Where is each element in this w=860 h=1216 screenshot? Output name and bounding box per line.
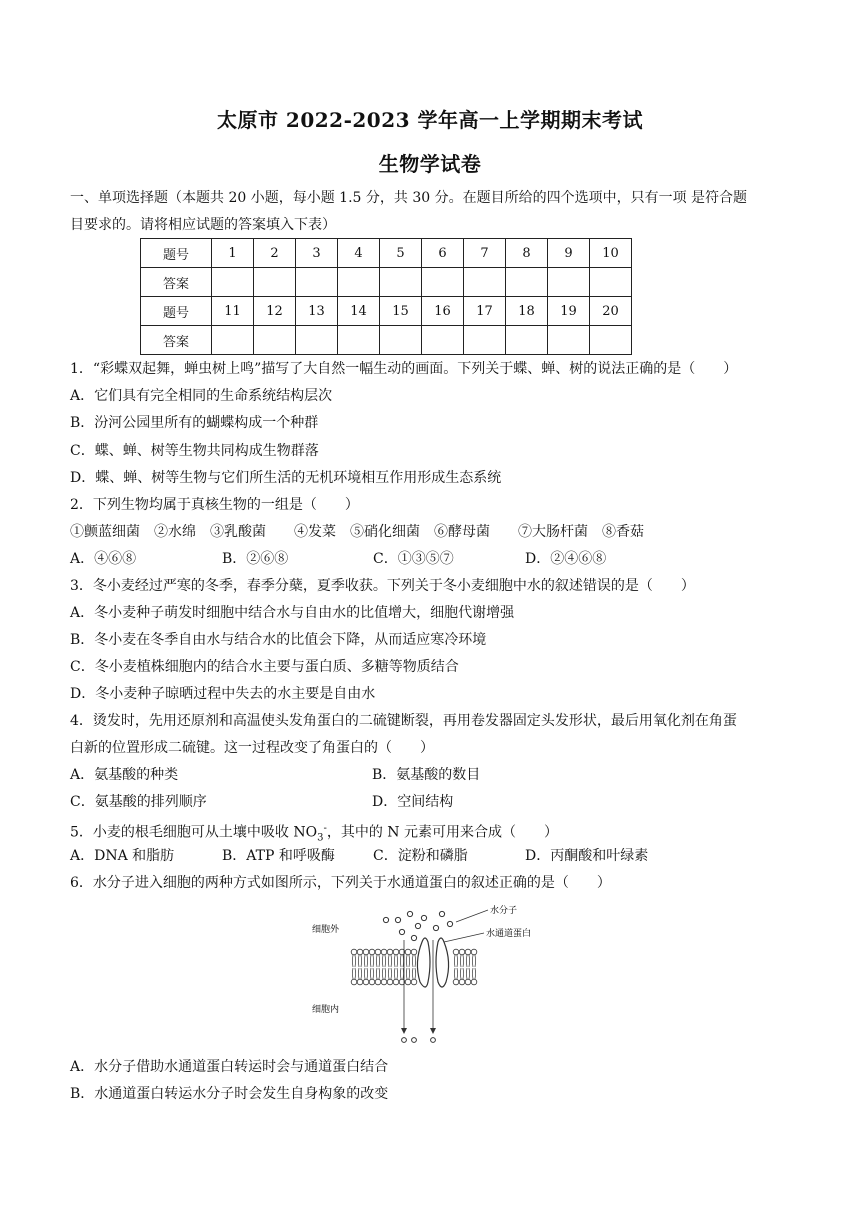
question-number-cell: 2 [254,239,296,268]
label-outside: 细胞外 [312,924,340,934]
lipid-head [375,979,381,985]
lipid-tail [359,968,362,979]
lipid-tail [461,968,464,979]
lipid-head [453,949,459,955]
lipid-head [459,949,465,955]
lipid-tail [455,955,458,967]
exam-title: 太原市 2022-2023 学年高一上学期期末考试 [216,108,644,132]
lipid-head [387,949,393,955]
q5-stem-post: ，其中的 N 元素可用来合成（ ） [326,824,559,841]
lipid-head [351,979,357,985]
q5-option-a: A．DNA 和脂肪 [70,848,175,864]
answer-cell[interactable] [212,326,254,355]
question-number-cell: 12 [254,297,296,326]
lipid-tail [407,955,410,967]
lipid-tail [377,968,380,979]
answer-cell[interactable] [380,268,422,297]
table-row [141,297,632,326]
lipid-tail [413,955,416,967]
lipid-head [381,949,387,955]
q6-option-a: A．水分子借助水通道蛋白转运时会与通道蛋白结合 [70,1059,389,1075]
table-row [141,268,632,297]
answer-cell[interactable] [254,268,296,297]
lipid-tail [365,955,368,967]
question-number-cell: 9 [548,239,590,268]
q5-stem [70,820,800,847]
question-number-cell: 17 [464,297,506,326]
lipid-tail [401,955,404,967]
table-row [141,239,632,268]
row-label-number: 题号 [141,239,212,268]
lipid-tail [455,968,458,979]
question-number-cell: 20 [590,297,632,326]
q3-option-c: C．冬小麦植株细胞内的结合水主要与蛋白质、多糖等物质结合 [70,659,459,675]
lipid-tail [461,955,464,967]
answer-cell[interactable] [296,326,338,355]
answer-cell[interactable] [422,326,464,355]
lipid-head [369,979,375,985]
lipid-head [405,949,411,955]
lipid-head [411,949,417,955]
question-number-cell: 7 [464,239,506,268]
lipid-head [453,979,459,985]
lipid-head [363,979,369,985]
q6-stem: 6．水分子进入细胞的两种方式如图所示，下列关于水通道蛋白的叙述正确的是（ ） [70,875,611,891]
label-water-molecule: 水分子 [490,905,518,915]
q4-option-a: A．氨基酸的种类 [70,767,179,783]
answer-table [140,238,632,355]
lipid-head [393,979,399,985]
lipid-tail [395,968,398,979]
lipid-head [351,949,357,955]
answer-cell[interactable] [590,268,632,297]
lipid-tail [407,968,410,979]
q4-option-b: B．氨基酸的数目 [372,767,481,783]
q5-option-d: D．丙酮酸和叶绿素 [525,848,649,864]
lipid-tail [371,955,374,967]
lipid-tail [377,955,380,967]
lipid-head [393,949,399,955]
lipid-head [471,949,477,955]
question-number-cell: 1 [212,239,254,268]
q3-option-a: A．冬小麦种子萌发时细胞中结合水与自由水的比值增大，细胞代谢增强 [70,605,515,621]
label-inside: 细胞内 [312,1004,340,1014]
lipid-tail [353,955,356,967]
lipid-tail [395,955,398,967]
question-number-cell: 14 [338,297,380,326]
row-label-answer: 答案 [141,268,212,297]
section-intro-line-1: 一、单项选择题（本题共 20 小题，每小题 1.5 分，共 30 分。在题目所给的四个选项中，只有一项 是符合题 [70,190,748,206]
q6-option-b: B．水通道蛋白转运水分子时会发生自身构象的改变 [70,1086,389,1102]
answer-cell[interactable] [590,326,632,355]
answer-cell[interactable] [338,268,380,297]
lipid-head [411,979,417,985]
lipid-head [381,979,387,985]
q3-option-b: B．冬小麦在冬季自由水与结合水的比值会下降，从而适应寒冷环境 [70,632,487,648]
lipid-tail [467,968,470,979]
q5-option-b: B．ATP 和呼吸酶 [222,848,335,864]
answer-cell[interactable] [338,326,380,355]
q1-option-b: B．汾河公园里所有的蝴蝶构成一个种群 [70,415,319,431]
lipid-tail [353,968,356,979]
lipid-tail [365,968,368,979]
answer-cell[interactable] [296,268,338,297]
lipid-head [459,979,465,985]
q4-option-c: C．氨基酸的排列顺序 [70,794,207,810]
row-label-number: 题号 [141,297,212,326]
lipid-tail [389,968,392,979]
answer-cell[interactable] [254,326,296,355]
q5-stem-subscript: 3 [317,832,324,844]
lipid-tail [413,968,416,979]
lipid-tail [383,955,386,967]
lipid-head [363,949,369,955]
lipid-head [465,949,471,955]
membrane-diagram [310,900,560,1050]
q2-option-b: B．②⑥⑧ [222,551,289,567]
question-number-cell: 4 [338,239,380,268]
q2-items: ①颤蓝细菌 ②水绵 ③乳酸菌 ④发菜 ⑤硝化细菌 ⑥酵母菌 ⑦大肠杆菌 ⑧香菇 [70,524,644,540]
q2-option-c: C．①③⑤⑦ [373,551,454,567]
q3-stem: 3．冬小麦经过严寒的冬季，春季分蘖，夏季收获。下列关于冬小麦细胞中水的叙述错误的是（ ） [70,578,695,594]
pointer-channel [444,933,484,942]
lipid-tail [467,955,470,967]
question-number-cell: 13 [296,297,338,326]
question-number-cell: 8 [506,239,548,268]
pointer-water [456,910,488,922]
table-row [141,326,632,355]
q5-stem-superscript: - [323,823,327,834]
question-number-cell: 16 [422,297,464,326]
lipid-head [405,979,411,985]
q2-option-a: A．④⑥⑧ [70,551,137,567]
question-number-cell: 18 [506,297,548,326]
question-number-cell: 5 [380,239,422,268]
answer-cell[interactable] [464,326,506,355]
q1-option-c: C．蝶、蝉、树等生物共同构成生物群落 [70,443,319,459]
lipid-head [375,949,381,955]
question-number-cell: 15 [380,297,422,326]
exam-subtitle: 生物学试卷 [378,152,482,176]
lipid-head [357,979,363,985]
row-label-answer: 答案 [141,326,212,355]
q4-stem-line-1: 4．烫发时，先用还原剂和高温使头发角蛋白的二硫键断裂，再用卷发器固定头发形状，最后用氧化剂在角蛋 [70,713,737,729]
q1-option-a: A．它们具有完全相同的生命系统结构层次 [70,388,333,404]
q2-option-d: D．②④⑥⑧ [525,551,607,567]
question-number-cell: 6 [422,239,464,268]
q3-option-d: D．冬小麦种子晾晒过程中失去的水主要是自由水 [70,686,376,702]
answer-cell[interactable] [548,268,590,297]
lipid-molecules [351,949,477,985]
q1-stem: 1．“彩蝶双起舞，蝉虫树上鸣”描写了大自然一幅生动的画面。下列关于蝶、蝉、树的说法正确的是（ ） [70,361,738,377]
lipid-tail [359,955,362,967]
lipid-head [357,949,363,955]
lipid-head [471,979,477,985]
lipid-tail [401,968,404,979]
lipid-tail [473,955,476,967]
q1-option-d: D．蝶、蝉、树等生物与它们所生活的无机环境相互作用形成生态系统 [70,470,502,486]
water-molecules-outside [383,911,452,940]
question-number-cell: 10 [590,239,632,268]
answer-cell[interactable] [212,268,254,297]
question-number-cell: 11 [212,297,254,326]
answer-cell[interactable] [464,268,506,297]
lipid-head [465,979,471,985]
label-water-channel: 水通道蛋白 [486,928,532,938]
lipid-head [369,949,375,955]
answer-cell[interactable] [422,268,464,297]
lipid-head [387,979,393,985]
q5-stem-pre: 5．小麦的根毛细胞可从土壤中吸收 NO [70,824,318,841]
answer-cell[interactable] [506,326,548,355]
answer-cell[interactable] [506,268,548,297]
q4-option-d: D．空间结构 [372,794,454,810]
answer-cell[interactable] [548,326,590,355]
q5-option-c: C．淀粉和磷脂 [373,848,468,864]
section-intro-line-2: 目要求的。请将相应试题的答案填入下表） [70,217,336,233]
lipid-tail [473,968,476,979]
question-number-cell: 3 [296,239,338,268]
lipid-tail [371,968,374,979]
lipid-tail [389,955,392,967]
answer-cell[interactable] [380,326,422,355]
question-number-cell: 19 [548,297,590,326]
q4-stem-line-2: 白新的位置形成二硫键。这一过程改变了角蛋白的（ ） [70,740,434,756]
lipid-tail [383,968,386,979]
q2-stem: 2．下列生物均属于真核生物的一组是（ ） [70,497,359,513]
